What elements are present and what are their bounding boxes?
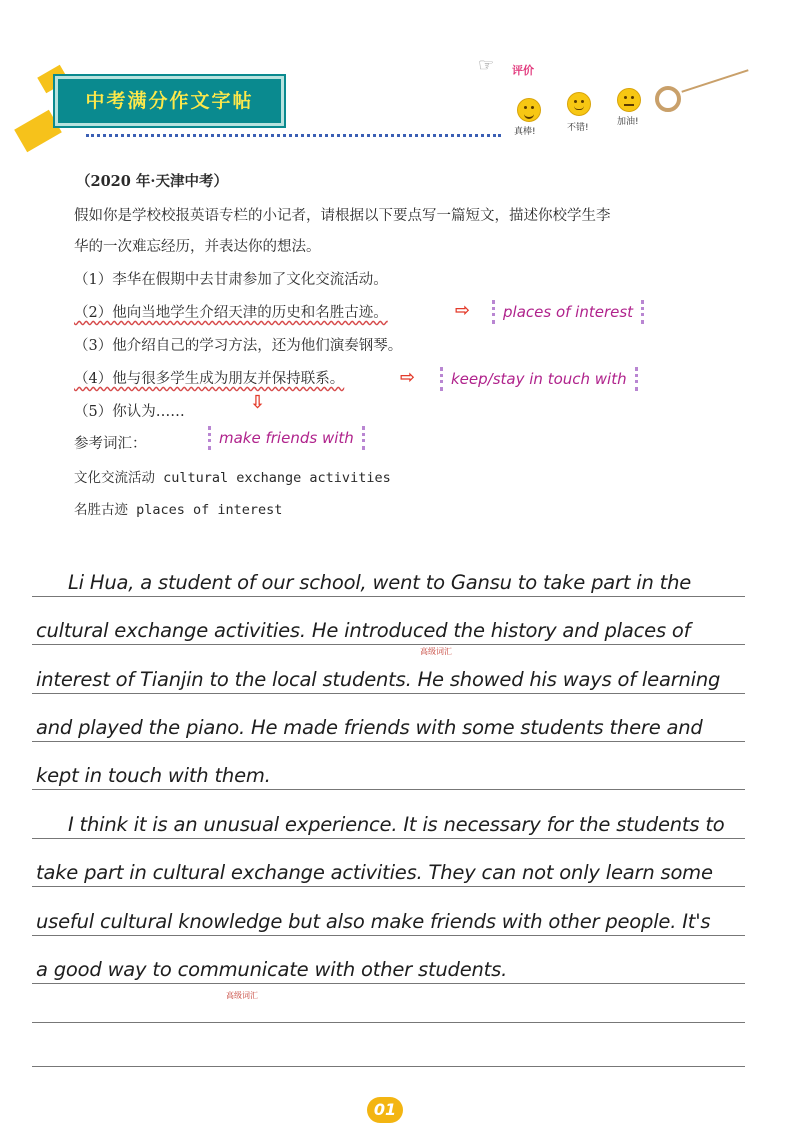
writing-line	[32, 789, 745, 790]
writing-line	[32, 644, 745, 645]
essay-line-6: I think it is an unusual experience. It is necessary for the students to	[68, 813, 725, 836]
essay-line-8: useful cultural knowledge but also make friends with other people. It's	[36, 910, 711, 933]
down-arrow-icon: ⇩	[250, 392, 266, 413]
note-places-of-interest: places of interest	[492, 300, 644, 324]
prompt-source: （2020 年·天津中考）	[76, 173, 228, 190]
prompt-point-5: （5）你认为……	[74, 404, 185, 420]
essay-line-2: cultural exchange activities. He introduced the history and places of	[36, 619, 691, 642]
dotted-divider	[86, 134, 501, 137]
banner-title: 中考满分作文字帖	[55, 76, 284, 126]
note-keep-in-touch: keep/stay in touch with	[440, 367, 638, 391]
writing-line	[32, 596, 745, 597]
prompt-point-1: （1）李华在假期中去甘肃参加了文化交流活动。	[74, 272, 388, 288]
advanced-vocab-tag-2: 高级词汇	[226, 991, 258, 1000]
string-decoration	[681, 69, 748, 93]
writing-line	[32, 935, 745, 936]
cheer-face-icon	[617, 88, 641, 112]
note-make-friends: make friends with	[208, 426, 365, 450]
prompt-point-2: （2）他向当地学生介绍天津的历史和名胜古迹。	[74, 305, 388, 321]
essay-line-3: interest of Tianjin to the local students. He showed his ways of learning	[36, 668, 721, 691]
right-arrow-icon: ⇨	[455, 300, 471, 321]
essay-line-7: take part in cultural exchange activities. They can not only learn some	[36, 861, 713, 884]
vocab-item-1: 文化交流活动 cultural exchange activities	[74, 470, 391, 486]
advanced-vocab-tag: 高级词汇	[420, 647, 452, 656]
hand-pointer-icon: ☞	[478, 55, 495, 76]
smile-face-icon	[517, 98, 541, 122]
rating-label-keep-going: 加油!	[617, 117, 639, 127]
writing-line	[32, 983, 745, 984]
page-number: 01	[367, 1097, 403, 1123]
vocab-item-2: 名胜古迹 places of interest	[74, 502, 283, 518]
writing-line	[32, 1066, 745, 1067]
prompt-intro-line-1: 假如你是学校校报英语专栏的小记者，请根据以下要点写一篇短文，描述你校学生李	[74, 208, 611, 224]
ok-face-icon	[567, 92, 591, 116]
rating-label-good: 不错!	[567, 123, 589, 133]
essay-line-9: a good way to communicate with other students.	[36, 958, 508, 981]
right-arrow-icon-2: ⇨	[400, 367, 416, 388]
writing-line	[32, 1022, 745, 1023]
writing-line	[32, 741, 745, 742]
writing-line	[32, 693, 745, 694]
prompt-point-4: （4）他与很多学生成为朋友并保持联系。	[74, 371, 345, 387]
essay-line-5: kept in touch with them.	[36, 764, 271, 787]
essay-line-1: Li Hua, a student of our school, went to Gansu to take part in the	[68, 571, 692, 594]
rating-label-great: 真棒!	[514, 127, 536, 137]
writing-line	[32, 886, 745, 887]
essay-line-4: and played the piano. He made friends with some students there and	[36, 716, 703, 739]
writing-line	[32, 838, 745, 839]
prompt-point-3: （3）他介绍自己的学习方法，还为他们演奏钢琴。	[74, 338, 403, 354]
rating-title: 评价	[512, 64, 534, 77]
prompt-intro-line-2: 华的一次难忘经历，并表达你的想法。	[74, 239, 321, 255]
string-knot-decoration	[655, 86, 681, 112]
vocab-title: 参考词汇：	[74, 436, 147, 452]
